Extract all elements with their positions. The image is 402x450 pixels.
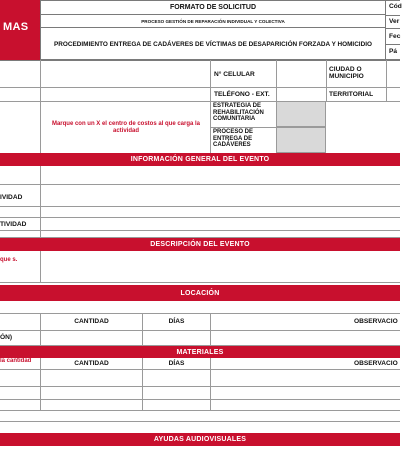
code-label: Cód (389, 3, 402, 10)
divider (0, 410, 400, 411)
logo (0, 0, 40, 60)
location-days-header: DÍAS (168, 318, 185, 325)
section-general-bar: INFORMACIÓN GENERAL DEL EVENTO (0, 153, 400, 166)
section-description-bar: DESCRIPCIÓN DEL EVENTO (0, 238, 400, 251)
section-audiovisual-bar: AYUDAS AUDIOVISUALES (0, 433, 400, 446)
description-textarea[interactable] (41, 252, 400, 281)
general-row-label: IVIDAD (0, 194, 23, 201)
divider (0, 313, 400, 314)
divider (210, 313, 211, 345)
procedure-title: PROCEDIMIENTO ENTREGA DE CADÁVERES DE VÍCTIMAS DE DESAPARICIÓN FORZADA Y HOMICIDIO (54, 40, 372, 48)
page-label: Pá (389, 48, 398, 55)
divider (0, 386, 400, 387)
version-label: Ver (389, 18, 400, 25)
divider (0, 60, 400, 61)
date-label: Fec (389, 33, 401, 40)
divider (210, 60, 211, 153)
logo-text: MAS (3, 21, 29, 33)
divider (210, 358, 211, 410)
divider (0, 330, 400, 331)
location-quantity-header: CANTIDAD (74, 318, 109, 325)
strategy-label: ESTRATEGIA DE REHABILITACIÓN COMUNITARIA (213, 103, 264, 123)
divider (40, 60, 41, 153)
process-title: PROCESO GESTIÓN DE REPARACIÓN INDIVIDUAL Y COLECTIVA (40, 15, 386, 28)
divider (0, 369, 400, 370)
materials-quantity-header: CANTIDAD (74, 360, 109, 367)
cost-center-instruction: Marque con un X el centro de costos al que carga la actividad (51, 121, 201, 134)
divider (386, 44, 400, 45)
territorial-label: TERRITORIAL (329, 91, 374, 98)
cell-label: N° CELULAR (214, 71, 255, 78)
section-location-bar: LOCACIÓN (0, 285, 400, 301)
city-label: CIUDAD O MUNICIPIO (329, 66, 364, 80)
strategy-checkbox[interactable] (276, 101, 326, 127)
general-row[interactable] (0, 218, 400, 231)
location-row-label: ÓN) (0, 334, 13, 341)
process-label: PROCESO DE ENTREGA DE CADÁVERES (213, 129, 254, 149)
general-row[interactable] (0, 207, 400, 218)
divider (276, 60, 277, 101)
materials-note: la cantidad (0, 358, 32, 364)
materials-observations-header: OBSERVACIO (354, 360, 398, 367)
general-row[interactable] (0, 185, 400, 207)
form-title: FORMATO DE SOLICITUD (40, 0, 386, 15)
divider (0, 399, 400, 400)
divider (386, 60, 387, 101)
general-row[interactable] (0, 231, 400, 238)
divider (0, 87, 400, 88)
divider (0, 101, 400, 102)
phone-label: TELÉFONO - EXT. (214, 91, 270, 98)
divider (386, 15, 400, 16)
divider (326, 60, 327, 101)
location-observations-header: OBSERVACIO (354, 318, 398, 325)
section-materials-bar: MATERIALES (0, 346, 400, 358)
process-checkbox[interactable] (276, 127, 326, 153)
divider (0, 282, 400, 283)
divider (386, 28, 400, 29)
divider (0, 421, 400, 422)
description-note: que s. (0, 257, 18, 263)
general-row-label: TIVIDAD (0, 221, 27, 228)
general-row[interactable] (0, 166, 400, 185)
materials-days-header: DÍAS (168, 360, 185, 367)
